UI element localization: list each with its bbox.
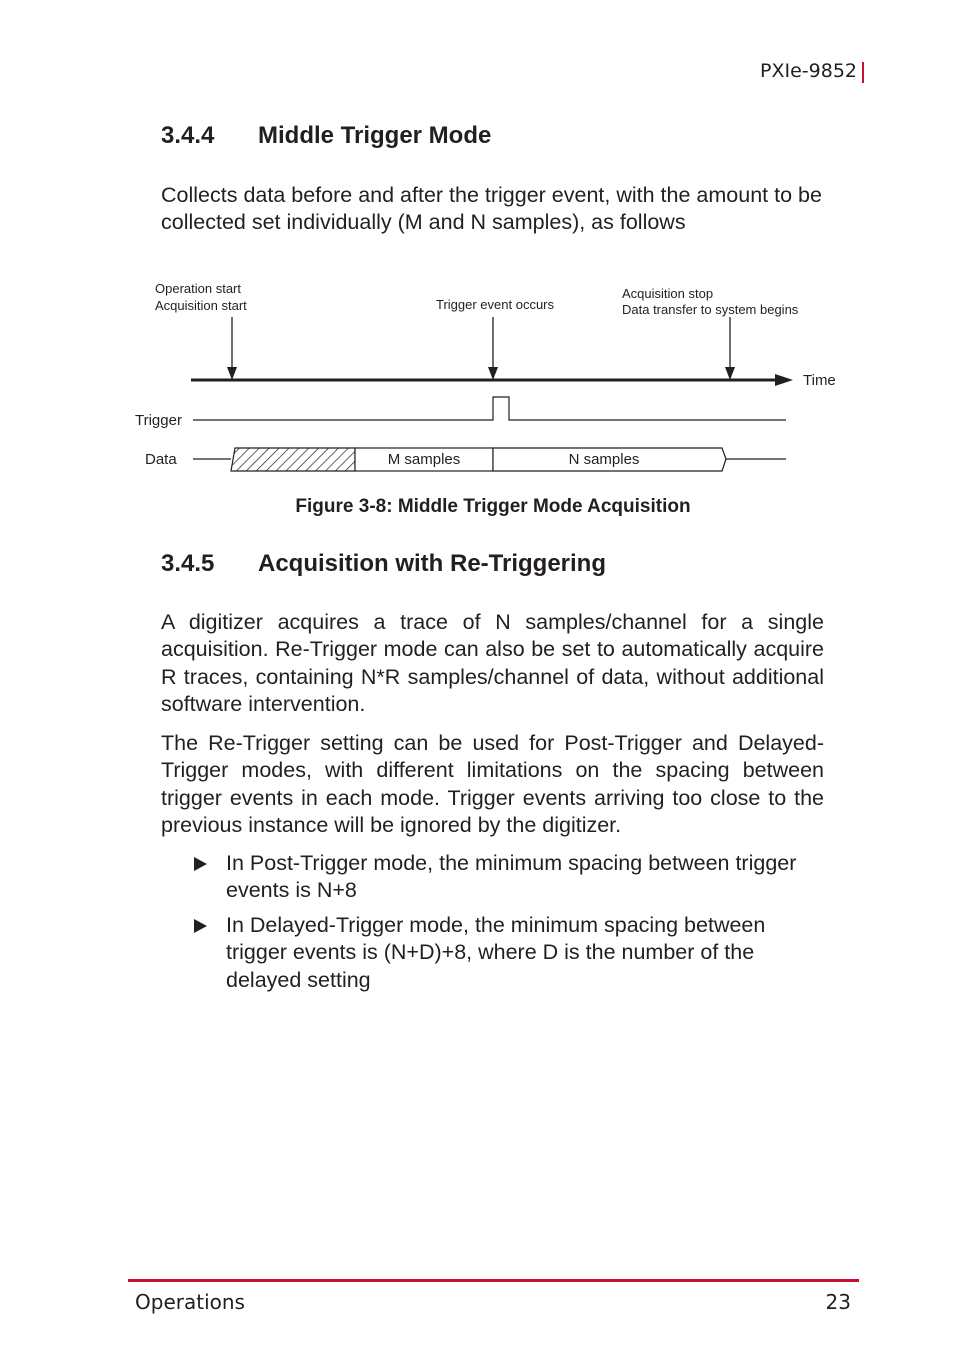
section-paragraph-1: A digitizer acquires a trace of N samples/channel for a single acquisition. Re-Trigger mode can also be set to automatically acquire R traces, containing N*R samples/channel of data, without additional software intervention. xyxy=(161,610,824,716)
section-number: 3.4.4 xyxy=(161,122,215,149)
trigger-signal xyxy=(193,397,786,420)
op-start-label: Operation start xyxy=(155,281,241,296)
footer-rule xyxy=(128,1279,859,1282)
section-heading-344 xyxy=(161,122,861,152)
trigger-event-arrow xyxy=(488,317,498,380)
acq-stop-label: Acquisition stop xyxy=(622,286,714,301)
bullet-text: In Post-Trigger mode, the minimum spacing between trigger events is N+8 xyxy=(226,851,797,903)
trigger-label: Trigger xyxy=(135,412,182,429)
acq-start-label: Acquisition start xyxy=(155,298,247,313)
acq-stop-arrow xyxy=(725,317,735,380)
data-transfer-label: Data transfer to system begins xyxy=(622,302,799,317)
section-number: 3.4.5 xyxy=(161,550,215,577)
figure-caption: Figure 3-8: Middle Trigger Mode Acquisition xyxy=(295,496,691,517)
n-samples-label: N samples xyxy=(568,451,640,468)
time-label: Time xyxy=(803,372,836,389)
section-paragraph: Collects data before and after the trigger event, with the amount to be collected set individually (M and N samples), as follows xyxy=(161,183,822,235)
pretrigger-hatch-block xyxy=(231,448,355,471)
header-accent-bar xyxy=(862,62,864,83)
bullet-item xyxy=(194,912,834,996)
section-paragraph-2: The Re-Trigger setting can be used for Post-Trigger and Delayed-Trigger modes, with different limitations on the spacing between trigger events in each mode. Trigger events arriving too close to the previous instance will be ignored by the digitizer. xyxy=(161,731,824,837)
trigger-event-label: Trigger event occurs xyxy=(436,297,555,312)
section-heading-345 xyxy=(161,550,861,580)
acq-start-arrow xyxy=(227,317,237,380)
timing-diagram xyxy=(120,270,860,485)
bullet-text: In Delayed-Trigger mode, the minimum spacing between trigger events is (N+D)+8, where D is the number of the delayed setting xyxy=(226,913,766,992)
section-title: Middle Trigger Mode xyxy=(258,122,492,149)
bullet-triangle-icon xyxy=(194,919,207,933)
section-title: Acquisition with Re-Triggering xyxy=(258,550,606,577)
footer-page-number: 23 xyxy=(825,1290,851,1314)
bullet-triangle-icon xyxy=(194,857,207,871)
header-title: PXIe-9852 xyxy=(760,60,857,82)
data-label: Data xyxy=(145,451,177,468)
m-samples-label: M samples xyxy=(387,451,461,468)
footer-section-name: Operations xyxy=(135,1290,245,1314)
bullet-item xyxy=(194,850,834,906)
